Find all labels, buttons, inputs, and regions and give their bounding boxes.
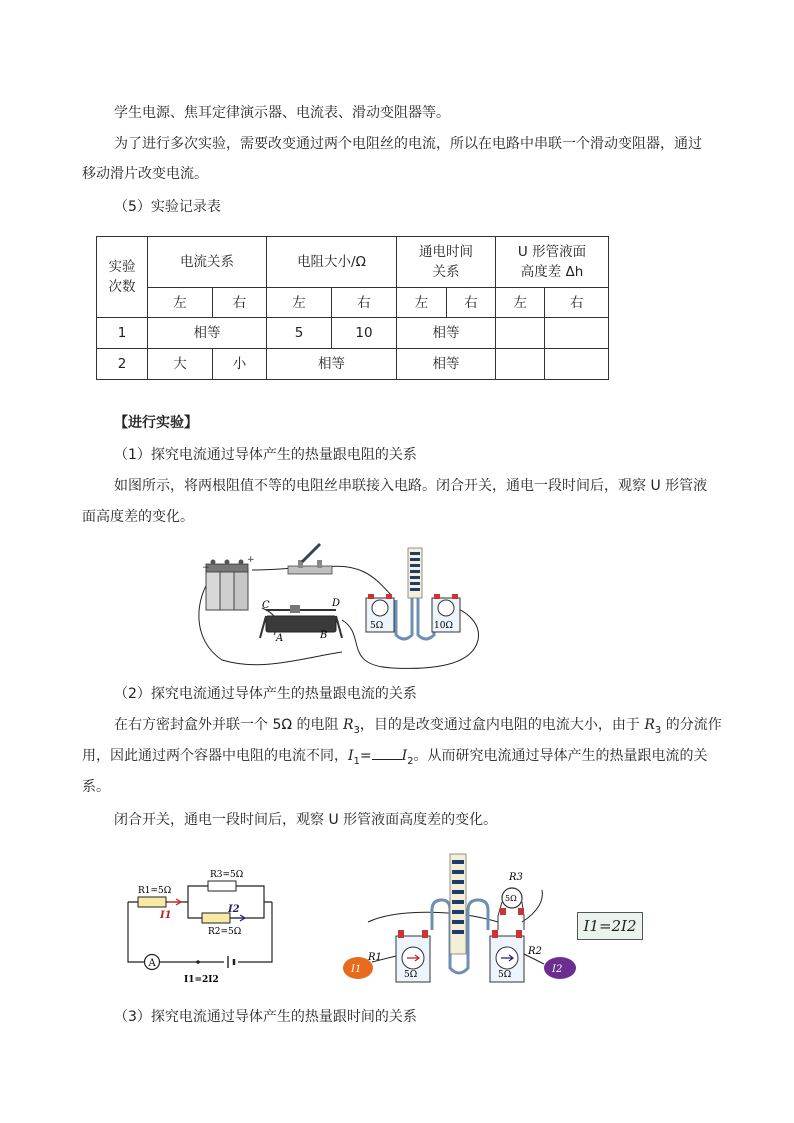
part1-text-1: 如图所示，将两根阻值不等的电阻丝串联接入电路。闭合开关，通电一段时间后，观察 U 形管液 — [114, 478, 708, 494]
label-a: A — [276, 633, 284, 644]
svg-text:+: + — [247, 555, 255, 565]
part2-title: （2）探究电流通过导体产生的热量跟电流的关系 — [114, 686, 417, 702]
header-resistance: 电阻大小/Ω — [267, 237, 397, 288]
intro-line-2: 为了进行多次实验，需要改变通过两个电阻丝的电流，所以在电路中串联一个滑动变阻器，通过 — [114, 136, 702, 152]
circuit-r3-label: R3=5Ω — [210, 870, 244, 880]
resistor-r1 — [138, 897, 166, 907]
label-d: D — [332, 598, 341, 609]
sub-right: 右 — [332, 288, 397, 318]
cell-r-left: 5 — [267, 318, 332, 349]
apparatus-i1: I1 — [351, 964, 362, 975]
cell-current: 相等 — [148, 318, 267, 349]
circuit-r2-label: R2=5Ω — [208, 927, 242, 937]
container-left — [366, 594, 394, 632]
intro-line-3: 移动滑片改变电流。 — [82, 166, 208, 182]
apparatus-r3: R3 — [509, 872, 523, 883]
header-height-line2: 高度差 Δh — [520, 264, 584, 280]
cell-r-right: 10 — [332, 318, 397, 349]
ohm-left: 5Ω — [404, 970, 418, 980]
sub-left: 左 — [148, 288, 213, 318]
label-b: B — [320, 630, 328, 641]
part2-text-3: 系。 — [82, 779, 110, 795]
series-circuit-figure — [192, 540, 492, 675]
resistor-r2 — [202, 913, 230, 923]
r-left-label: 5Ω — [370, 621, 384, 631]
r-right-label: 10Ω — [434, 621, 453, 631]
cell-empty — [496, 318, 545, 349]
cell-time: 相等 — [397, 349, 496, 380]
sub-right: 右 — [545, 288, 609, 318]
header-height — [496, 237, 609, 288]
apparatus-r2: R2 — [528, 946, 542, 957]
label-c: C — [262, 600, 270, 611]
part1-title: （1）探究电流通过导体产生的热量跟电阻的关系 — [114, 447, 417, 463]
apparatus-r1: R1 — [368, 952, 382, 963]
header-height-line1: U 形管液面 — [517, 244, 587, 260]
answer-blank[interactable] — [372, 745, 402, 760]
cell-current-right: 小 — [213, 349, 267, 380]
cell-time: 相等 — [397, 318, 496, 349]
cell-trial: 1 — [97, 318, 148, 349]
experiment-heading: 【进行实验】 — [114, 415, 198, 431]
part2-text-4: 闭合开关，通电一段时间后，观察 U 形管液面高度差的变化。 — [114, 812, 498, 828]
cell-trial: 2 — [97, 349, 148, 380]
table-row — [97, 349, 609, 380]
cell-current-left: 大 — [148, 349, 213, 380]
header-trial: 实验 次数 — [97, 237, 148, 318]
container-right — [490, 930, 524, 982]
svg-text:−: − — [202, 563, 210, 573]
sub-right: 右 — [213, 288, 267, 318]
cell-empty — [545, 349, 609, 380]
table-row — [97, 318, 609, 349]
header-time: 通电时间 关系 — [397, 237, 496, 288]
parallel-apparatus-figure — [338, 850, 582, 990]
ohm-right: 5Ω — [498, 970, 512, 980]
apparatus-i2: I2 — [552, 964, 563, 975]
part2-text-2: 用，因此通过两个容器中电阻的电流不同，$I_1= I_2$。从而研究电流通过导体产生的热量跟电流的关 — [82, 745, 708, 773]
table-heading: （5）实验记录表 — [114, 199, 221, 215]
intro-line-1: 学生电源、焦耳定律演示器、电流表、滑动变阻器等。 — [114, 105, 450, 121]
cell-empty — [545, 318, 609, 349]
header-current: 电流关系 — [148, 237, 267, 288]
record-table — [96, 236, 609, 380]
circuit-diagram — [120, 864, 280, 986]
ohm-r3: 5Ω — [505, 894, 517, 903]
u-tube — [432, 854, 488, 973]
part1-text-2: 面高度差的变化。 — [82, 509, 194, 525]
r3-symbol: R — [342, 717, 354, 733]
resistor-r3-external — [498, 872, 524, 930]
sub-left: 左 — [267, 288, 332, 318]
battery-pack — [202, 555, 255, 610]
resistor-r3 — [208, 881, 236, 891]
container-left — [396, 930, 430, 982]
cell-resistance: 相等 — [267, 349, 397, 380]
circuit-r1-label: R1=5Ω — [138, 886, 172, 896]
container-right — [432, 594, 460, 632]
sub-left: 左 — [496, 288, 545, 318]
part2-text-1: 在右方密封盒外并联一个 5Ω 的电阻 $R_3$，目的是改变通过盒内电阻的电流大小，由于 $R_3$ 的分流作 — [114, 717, 722, 736]
u-tube — [396, 548, 434, 639]
circuit-i2-label: I2 — [228, 904, 240, 915]
circuit-relation: I1=2I2 — [184, 975, 219, 985]
sub-left: 左 — [397, 288, 447, 318]
ammeter-label: A — [148, 958, 156, 969]
switch — [288, 544, 332, 574]
rheostat — [260, 598, 342, 644]
sub-right: 右 — [447, 288, 496, 318]
circuit-i1-label: I1 — [160, 910, 172, 921]
cell-empty — [496, 349, 545, 380]
relation-box: I1=2I2 — [577, 912, 643, 940]
part3-title: （3）探究电流通过导体产生的热量跟时间的关系 — [114, 1009, 417, 1025]
